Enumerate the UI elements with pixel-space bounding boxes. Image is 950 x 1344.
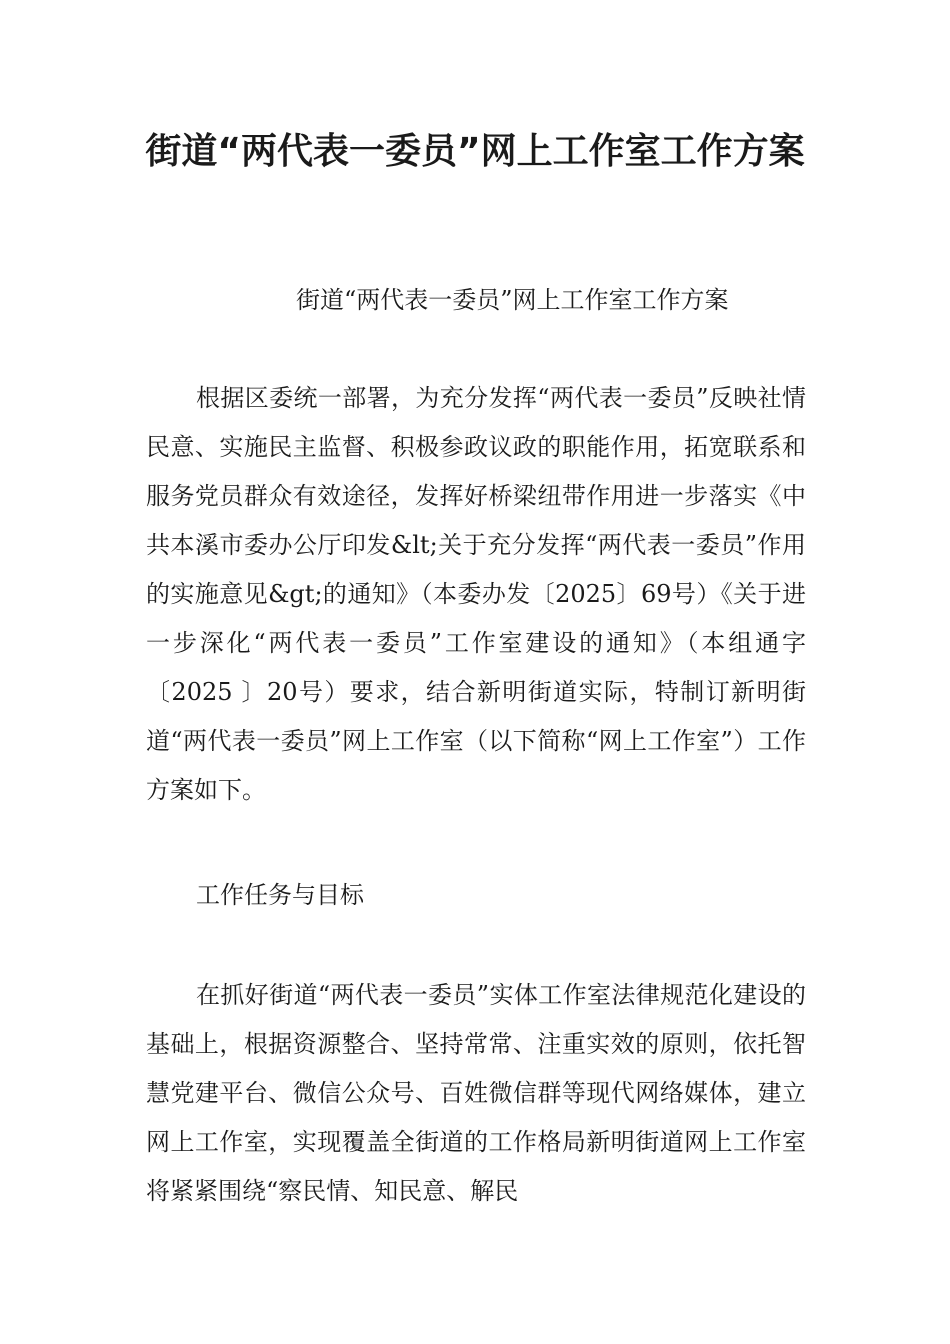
body-paragraph-1: 根据区委统一部署，为充分发挥“两代表一委员”反映社情民意、实施民主监督、积极参政议政的职能作用，拓宽联系和服务党员群众有效途径，发挥好桥梁纽带作用进一步落实《中共本溪市委办公厅印发&lt;关于充分发挥“两代表一委员”作用的实施意见&gt;的通知》（本委办发〔2025〕69号）《关于进一步深化“两代表一委员”工作室建设的通知》（本组通字〔2025 〕20号）要求，结合新明街道实际，特制订新明街道“两代表一委员”网上工作室（以下简称“网上工作室”）工作方案如下。 — [146, 384, 806, 804]
section-heading: 工作任务与目标 — [196, 881, 364, 909]
document-subtitle: 街道“两代表一委员”网上工作室工作方案 — [296, 286, 729, 314]
body-paragraph-2: 在抓好街道“两代表一委员”实体工作室法律规范化建设的基础上，根据资源整合、坚持常常、注重实效的原则，依托智慧党建平台、微信公众号、百姓微信群等现代网络媒体，建立网上工作室，实现覆盖全街道的工作格局新明街道网上工作室将紧紧围绕“察民情、知民意、解民 — [146, 981, 806, 1205]
document-title: 街道“两代表一委员”网上工作室工作方案 — [145, 131, 805, 172]
